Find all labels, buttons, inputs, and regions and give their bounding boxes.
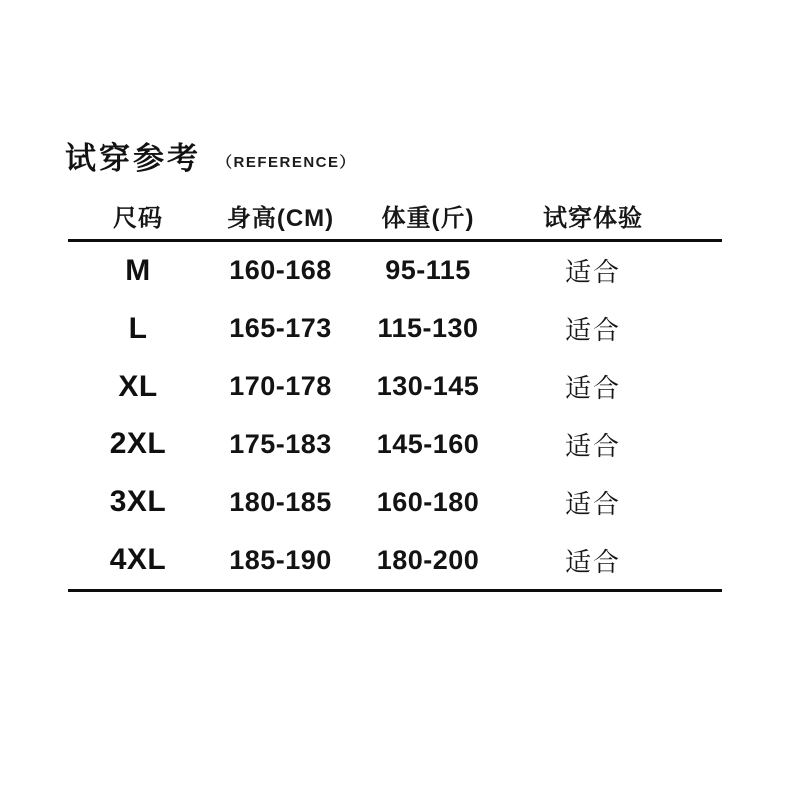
weight-cell: 115-130 <box>377 313 479 344</box>
title-text: 试穿参考 <box>65 141 201 176</box>
fit-cell: 适合 <box>564 430 621 461</box>
fit-cell: 适合 <box>564 315 621 346</box>
weight-cell: 130-145 <box>376 371 480 402</box>
weight-cell: 95-115 <box>385 255 471 286</box>
size-cell: M <box>125 253 151 287</box>
weight-cell: 180-200 <box>376 544 480 575</box>
page-title <box>65 141 356 177</box>
table-header-row <box>68 198 722 242</box>
weight-cell: 145-160 <box>376 428 480 459</box>
size-table <box>68 198 722 592</box>
height-cell: 185-190 <box>229 544 332 575</box>
column-header-weight: 体重(斤) <box>381 205 475 232</box>
size-cell: XL <box>118 369 158 403</box>
column-header-size: 尺码 <box>113 205 163 232</box>
table-row <box>68 415 722 473</box>
size-cell: L <box>128 311 148 345</box>
height-cell: 160-168 <box>229 255 332 286</box>
fit-cell: 适合 <box>564 488 621 519</box>
title-subtitle: （REFERENCE） <box>217 154 357 171</box>
fit-cell: 适合 <box>564 373 621 404</box>
table-row <box>68 473 722 531</box>
table-row <box>68 358 722 416</box>
weight-cell: 160-180 <box>376 486 480 517</box>
size-cell: 4XL <box>109 543 167 577</box>
table-row <box>68 531 722 589</box>
column-header-height: 身高(CM) <box>226 205 335 232</box>
fit-cell: 适合 <box>564 257 621 288</box>
table-row <box>68 300 722 358</box>
size-cell: 2XL <box>109 427 167 461</box>
height-cell: 175-183 <box>229 428 332 459</box>
height-cell: 165-173 <box>229 313 332 344</box>
height-cell: 170-178 <box>229 371 332 402</box>
table-body <box>68 242 722 592</box>
column-header-fit: 试穿体验 <box>543 205 643 232</box>
height-cell: 180-185 <box>229 486 332 517</box>
fit-cell: 适合 <box>564 546 621 577</box>
size-cell: 3XL <box>109 485 167 519</box>
table-row <box>68 242 722 300</box>
